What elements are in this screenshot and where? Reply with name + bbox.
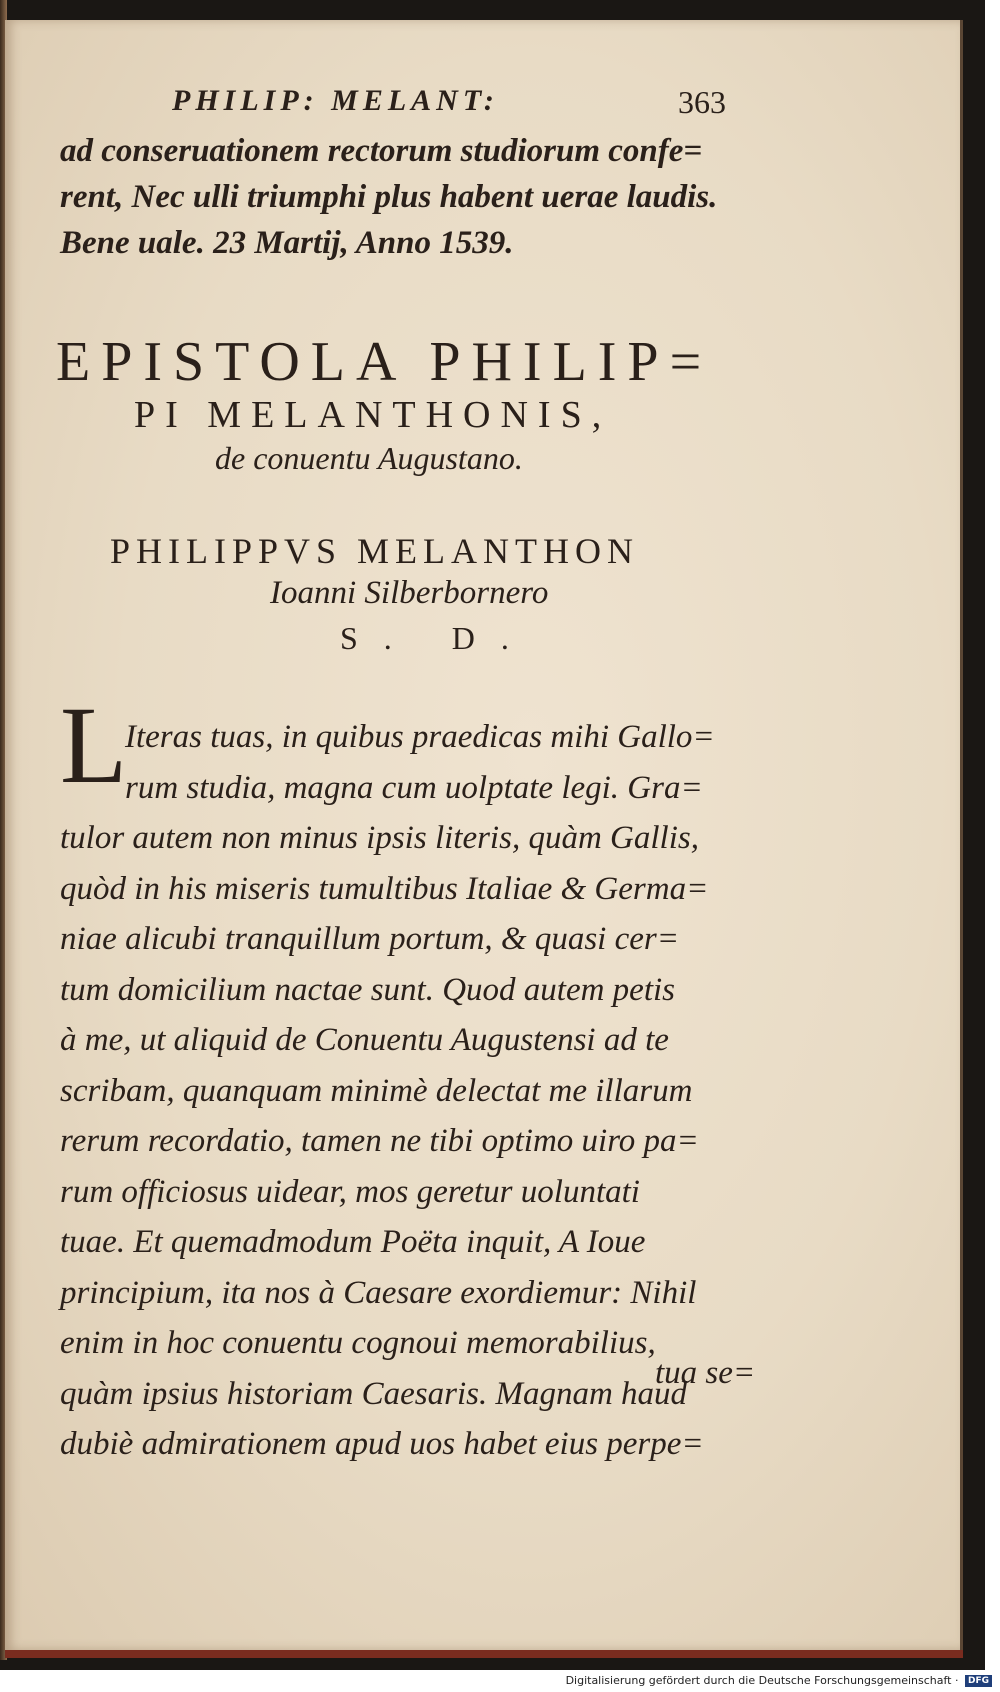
- salutation-recipient: Ioanni Silberbornero: [270, 575, 549, 611]
- text-line: rum studia, magna cum uolptate legi. Gra=: [125, 769, 703, 806]
- digitization-credit: [566, 1674, 992, 1687]
- text-line: Bene uale. 23 Martij, Anno 1539.: [60, 225, 514, 261]
- epistle-title-line-2: PI MELANTHONIS,: [134, 394, 612, 436]
- page-bottom-edge: [5, 1650, 963, 1658]
- running-head: PHILIP: MELANT:: [172, 84, 499, 117]
- dfg-logo-icon: DFG: [965, 1675, 992, 1687]
- text-line: tuae. Et quemadmodum Poëta inquit, A Ioue: [60, 1224, 646, 1260]
- text-line: ad conseruationem rectorum studiorum confe=: [60, 133, 703, 169]
- text-line: rerum recordatio, tamen ne tibi optimo uiro pa=: [60, 1123, 699, 1159]
- text-line: niae alicubi tranquillum portum, & quasi cer=: [60, 921, 679, 957]
- text-line: tulor autem non minus ipsis literis, quàm Gallis,: [60, 820, 699, 856]
- text-line: dubiè admirationem apud uos habet eius perpe=: [60, 1426, 704, 1462]
- page-number: 363: [678, 84, 726, 120]
- epistle-title-line-3: de conuentu Augustano.: [215, 440, 523, 476]
- salutation-greeting: S. D.: [340, 620, 535, 656]
- text-line: à me, ut aliquid de Conuentu Augustensi ad te: [60, 1022, 669, 1058]
- text-line: quòd in his miseris tumultibus Italiae & Germa=: [60, 870, 709, 907]
- text-line: Iteras tuas, in quibus praedicas mihi Gallo=: [125, 719, 715, 755]
- text-line: principium, ita nos à Caesare exordiemur: Nihil: [60, 1274, 697, 1311]
- text-line: rent, Nec ulli triumphi plus habent uerae laudis.: [60, 179, 718, 215]
- credit-text: Digitalisierung gefördert durch die Deutsche Forschungsgemeinschaft ·: [565, 1674, 959, 1687]
- text-line: enim in hoc conuentu cognoui memorabilius,: [60, 1325, 656, 1361]
- text-line: scribam, quanquam minimè delectat me illarum: [60, 1072, 693, 1109]
- epistle-title-line-1: EPISTOLA PHILIP=: [56, 331, 713, 393]
- text-line: tum domicilium nactae sunt. Quod autem petis: [60, 971, 676, 1008]
- catchword: tua se=: [655, 1355, 756, 1391]
- continuation-text: [60, 128, 750, 266]
- salutation-sender: PHILIPPVS MELANTHON: [110, 531, 640, 571]
- drop-capital: L: [60, 684, 128, 806]
- text-line: rum officiosus uidear, mos geretur uoluntati: [60, 1173, 640, 1210]
- text-line: quàm ipsius historiam Caesaris. Magnam haud: [60, 1375, 688, 1412]
